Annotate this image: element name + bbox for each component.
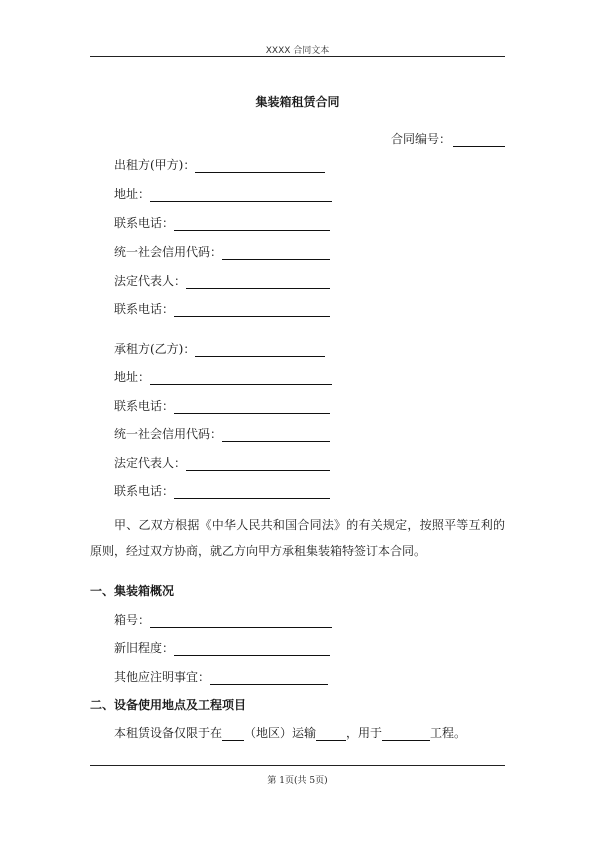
lessee-legal-rep-blank bbox=[186, 458, 330, 471]
lessee-party-label: 承租方(乙方)： bbox=[114, 342, 196, 356]
section-1-heading: 一、集装箱概况 bbox=[90, 584, 175, 598]
lessee-credit-code-blank bbox=[222, 429, 330, 442]
other-matters-field bbox=[114, 668, 328, 685]
contract-number-field bbox=[391, 130, 505, 147]
lessee-phone2-label: 联系电话： bbox=[114, 484, 175, 498]
box-number-blank bbox=[150, 615, 332, 628]
usage-location-sentence bbox=[114, 724, 466, 741]
lessee-address-blank bbox=[150, 372, 332, 385]
other-matters-label: 其他应注明事宜： bbox=[114, 670, 211, 684]
lessee-phone-blank bbox=[174, 401, 330, 414]
lessee-phone2-blank bbox=[174, 486, 330, 499]
lessor-party-blank bbox=[195, 160, 325, 173]
lessor-phone2-label: 联系电话： bbox=[114, 302, 175, 316]
lessor-phone2-field bbox=[114, 300, 330, 317]
lessee-address-field bbox=[114, 368, 332, 385]
lessee-legal-rep-field bbox=[114, 454, 330, 471]
footer-divider bbox=[90, 765, 505, 766]
condition-label: 新旧程度： bbox=[114, 641, 175, 655]
lessor-phone-blank bbox=[174, 218, 330, 231]
lessor-legal-rep-blank bbox=[186, 276, 330, 289]
intro-paragraph: 甲、乙双方根据《中华人民共和国合同法》的有关规定，按照平等互利的原则，经过双方协商，就乙方向甲方承租集装箱特签订本合同。 bbox=[90, 518, 505, 558]
lessor-phone2-blank bbox=[174, 304, 330, 317]
lessor-address-blank bbox=[150, 189, 332, 202]
lessor-address-label: 地址： bbox=[114, 187, 151, 201]
lessor-party-field bbox=[114, 156, 325, 173]
lessee-phone-field bbox=[114, 397, 330, 414]
lessee-credit-code-label: 统一社会信用代码： bbox=[114, 427, 223, 441]
document-title: 集装箱租赁合同 bbox=[255, 95, 340, 109]
transport-blank bbox=[316, 728, 346, 741]
lessee-address-label: 地址： bbox=[114, 370, 151, 384]
contract-number-blank bbox=[453, 134, 505, 147]
lessee-legal-rep-label: 法定代表人： bbox=[114, 456, 187, 470]
lessor-address-field bbox=[114, 185, 332, 202]
lessor-phone-label: 联系电话： bbox=[114, 216, 175, 230]
usage-text-c: ，用于 bbox=[346, 726, 383, 740]
lessor-legal-rep-label: 法定代表人： bbox=[114, 274, 187, 288]
other-matters-blank bbox=[210, 672, 328, 685]
page-number: 第 1页(共 5页) bbox=[267, 776, 328, 786]
region-blank bbox=[222, 728, 244, 741]
section-2-heading: 二、设备使用地点及工程项目 bbox=[90, 698, 247, 712]
lessee-phone2-field bbox=[114, 482, 330, 499]
lessor-legal-rep-field bbox=[114, 272, 330, 289]
usage-text-b: （地区）运输 bbox=[244, 726, 317, 740]
usage-text-a: 本租赁设备仅限于在 bbox=[114, 726, 223, 740]
lessor-credit-code-label: 统一社会信用代码： bbox=[114, 245, 223, 259]
box-number-label: 箱号： bbox=[114, 613, 151, 627]
contract-number-label: 合同编号： bbox=[390, 132, 451, 146]
lessee-phone-label: 联系电话： bbox=[114, 399, 175, 413]
condition-field bbox=[114, 639, 330, 656]
lessor-credit-code-blank bbox=[222, 247, 330, 260]
usage-text-d: 工程。 bbox=[430, 726, 467, 740]
box-number-field bbox=[114, 611, 332, 628]
lessor-phone-field bbox=[114, 214, 330, 231]
lessee-credit-code-field bbox=[114, 425, 330, 442]
header-divider bbox=[90, 56, 505, 57]
page-header: XXXX 合同文本 bbox=[265, 46, 330, 56]
lessor-party-label: 出租方(甲方)： bbox=[114, 158, 196, 172]
lessee-party-field bbox=[114, 340, 325, 357]
lessee-party-blank bbox=[195, 344, 325, 357]
condition-blank bbox=[174, 643, 330, 656]
lessor-credit-code-field bbox=[114, 243, 330, 260]
project-blank bbox=[382, 728, 430, 741]
